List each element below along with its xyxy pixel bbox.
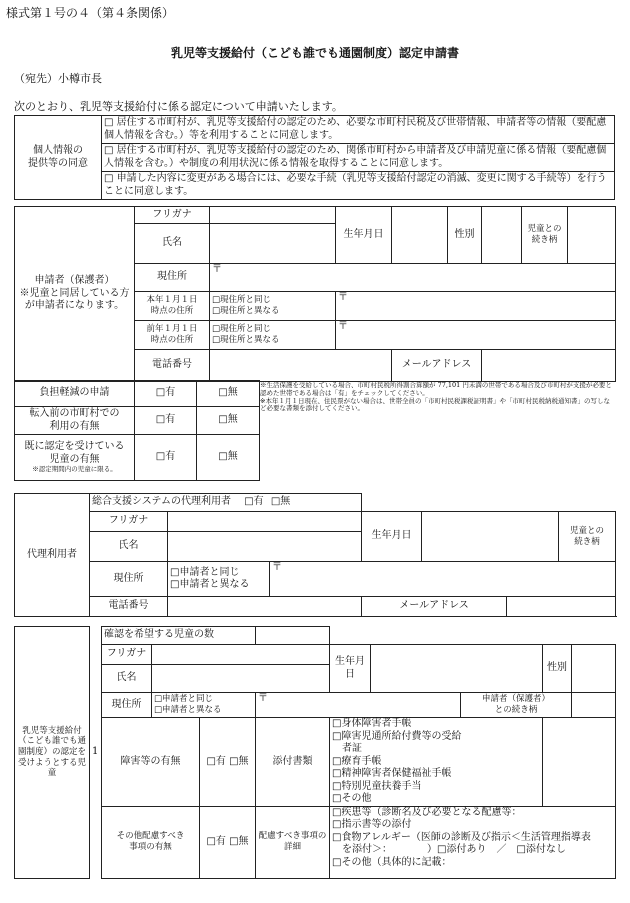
applicant-birthdate-input[interactable] — [392, 207, 448, 264]
applicant-label-note: ※児童と同居している方が申請者になります。 — [19, 287, 130, 312]
child-care-yes-checkbox[interactable]: □有 — [206, 835, 226, 847]
child-count-input[interactable] — [256, 627, 330, 645]
intro-text: 次のとおり、乳児等支援給付に係る認定について申請いたします。 — [14, 100, 343, 113]
transfer-yes-checkbox[interactable]: □有 — [135, 407, 197, 435]
applicant-email-label: メールアドレス — [392, 350, 482, 382]
child-care-items[interactable]: □疾患等（診断名及び必要となる配慮等： □指示書等の添付 □食物アレルギー（医師の診断及び指示＜生活管理指導表 を添付＞： ）□添付あり ／ □添付なし □その他（具体的に記載： — [330, 806, 616, 878]
child-attach-label: 添付書類 — [256, 718, 330, 807]
child-birthdate-input[interactable] — [371, 645, 543, 693]
transfer-label: 転入前の市町村での 利用の有無 — [15, 407, 135, 435]
consent-item[interactable]: □ 居住する市町村が、乳児等支援給付の認定のため、関係市町村から申請者及び申請児童に係る情報（要配慮個人情報を含む。）や制度の利用状況に係る情報を取得することに同意します。 — [102, 144, 615, 172]
child-gender-label: 性別 — [543, 645, 572, 693]
proxy-table — [14, 493, 616, 617]
child-disability-yes-checkbox[interactable]: □有 — [206, 755, 226, 767]
child-relation-label: 申請者（保護者） との続き柄 — [461, 693, 572, 718]
child-disability-options[interactable] — [200, 718, 256, 807]
applicant-relation-label: 児童との 続き柄 — [522, 207, 568, 264]
already-note: ※認定期間内の児童に限る。 — [32, 465, 117, 474]
already-no-checkbox[interactable]: □無 — [197, 435, 260, 481]
proxy-birthdate-input[interactable] — [422, 512, 559, 562]
child-care-detail-label: 配慮すべき事項の詳細 — [256, 806, 330, 878]
consent-item[interactable]: □ 居住する市町村が、乳児等支援給付の認定のため、必要な市町村民税及び世帯情報、申請者等の情報（要配慮個人情報を含む。）等を利用することに同意します。 — [102, 116, 615, 144]
proxy-label: 代理利用者 — [15, 494, 90, 617]
applicant-name-input[interactable] — [210, 224, 336, 264]
applicant-phone-input[interactable] — [210, 350, 392, 382]
applicant-jan1-this-options[interactable]: □現住所と同じ □現住所と異なる — [210, 292, 336, 321]
child-birthdate-label: 生年月日 — [330, 645, 371, 693]
proxy-system-user-label: 総合支援システムの代理利用者 — [92, 496, 231, 508]
consent-table — [14, 115, 615, 200]
proxy-phone-input[interactable] — [168, 597, 362, 617]
proxy-email-input[interactable] — [507, 597, 616, 617]
child-furigana-label: フリガナ — [102, 645, 152, 665]
form-title: 乳児等支援給付（こども誰でも通園制度）認定申請書 — [170, 46, 459, 60]
proxy-address-input[interactable]: 〒 — [270, 562, 616, 597]
proxy-furigana-label: フリガナ — [90, 512, 168, 532]
applicant-furigana-input[interactable] — [210, 207, 336, 224]
child-address-label: 現住所 — [102, 693, 152, 718]
already-yes-checkbox[interactable]: □有 — [135, 435, 197, 481]
proxy-name-label: 氏名 — [90, 532, 168, 562]
child-address-input[interactable]: 〒 — [256, 693, 461, 718]
child-attach-blank — [543, 718, 616, 807]
proxy-system-no-checkbox[interactable]: □無 — [270, 496, 291, 508]
child-label: 乳児等支援給付（こども誰でも通園制度）の認定を受けようとする児童 — [15, 627, 90, 879]
proxy-birthdate-label: 生年月日 — [362, 512, 422, 562]
burden-no-checkbox[interactable]: □無 — [197, 381, 260, 407]
child-blank — [330, 627, 616, 645]
applicant-label — [15, 207, 135, 382]
child-table — [14, 626, 616, 879]
consent-item[interactable]: □ 申請した内容に変更がある場合には、必要な手続（乳児等支援給付認定の消滅、変更に関する手続等）を行うことに同意します。 — [102, 172, 615, 200]
child-number-text: 1 — [92, 746, 99, 757]
applicant-birthdate-label: 生年月日 — [336, 207, 392, 264]
proxy-address-label: 現住所 — [90, 562, 168, 597]
proxy-email-label: メールアドレス — [362, 597, 507, 617]
child-relation-input[interactable] — [572, 693, 616, 718]
child-care-no-checkbox[interactable]: □無 — [229, 835, 249, 847]
applicant-email-input[interactable] — [482, 350, 616, 382]
child-name-input[interactable] — [152, 665, 330, 693]
child-number — [90, 627, 102, 879]
child-gender-input[interactable] — [572, 645, 616, 693]
addressee: （宛先）小樽市長 — [14, 72, 102, 85]
applicant-jan1-prev-label: 前年１月１日 時点の住所 — [135, 321, 210, 350]
applicant-extra-table — [14, 380, 260, 481]
applicant-jan1-prev-options[interactable]: □現住所と同じ □現住所と異なる — [210, 321, 336, 350]
child-disability-label: 障害等の有無 — [102, 718, 200, 807]
child-disability-no-checkbox[interactable]: □無 — [229, 755, 249, 767]
applicant-name-label: 氏名 — [135, 224, 210, 264]
form-number: 様式第１号の４（第４条関係） — [6, 6, 175, 20]
child-address-options[interactable]: □申請者と同じ □申請者と異なる — [152, 693, 256, 718]
applicant-jan1-prev-input[interactable]: 〒 — [336, 321, 616, 350]
proxy-address-options[interactable]: □申請者と同じ □申請者と異なる — [168, 562, 270, 597]
proxy-phone-label: 電話番号 — [90, 597, 168, 617]
applicant-table — [14, 206, 616, 382]
applicant-label-main: 申請者（保護者） — [34, 275, 115, 287]
proxy-name-input[interactable] — [168, 532, 362, 562]
consent-label: 個人情報の 提供等の同意 — [15, 116, 102, 200]
applicant-address-input[interactable]: 〒 — [210, 264, 616, 292]
child-name-label: 氏名 — [102, 665, 152, 693]
applicant-address-label: 現住所 — [135, 264, 210, 292]
child-furigana-input[interactable] — [152, 645, 330, 665]
applicant-jan1-this-label: 本年１月１日 時点の住所 — [135, 292, 210, 321]
child-care-label: その他配慮すべき 事項の有無 — [102, 806, 200, 878]
transfer-no-checkbox[interactable]: □無 — [197, 407, 260, 435]
proxy-blank — [362, 494, 616, 512]
child-care-options[interactable] — [200, 806, 256, 878]
burden-note: ※生活保護を受給している場合、市町村民税所得割合算額が 77,101 円未満の世帯である場合及び市町村が支援が必要と認めた世帯である場合は「有」をチェックしてください。 ※本年１月１日現在、住民票がない場合は、世帯全員の「市町村民税課税証明書」や「市町村民税納税通知書」の写しなど必要な書類を添付してください。 — [260, 381, 612, 413]
applicant-gender-label: 性別 — [448, 207, 482, 264]
already-label: 既に認定を受けている 児童の有無 — [24, 441, 125, 465]
proxy-system-user — [90, 494, 362, 512]
proxy-furigana-input[interactable] — [168, 512, 362, 532]
applicant-gender-input[interactable] — [482, 207, 522, 264]
child-attach-items[interactable]: □身体障害者手帳 □障害児通所給付費等の受給 者証 □療育手帳 □精神障害者保健福祉手帳 □特別児童扶養手当 □その他 — [330, 718, 543, 807]
burden-label: 負担軽減の申請 — [15, 381, 135, 407]
applicant-relation-input[interactable] — [568, 207, 616, 264]
proxy-relation-label: 児童との 続き柄 — [559, 512, 616, 562]
proxy-system-yes-checkbox[interactable]: □有 — [244, 496, 264, 508]
child-count-label: 確認を希望する児童の数 — [102, 627, 256, 645]
applicant-furigana-label: フリガナ — [135, 207, 210, 224]
applicant-jan1-this-input[interactable]: 〒 — [336, 292, 616, 321]
burden-yes-checkbox[interactable]: □有 — [135, 381, 197, 407]
applicant-phone-label: 電話番号 — [135, 350, 210, 382]
